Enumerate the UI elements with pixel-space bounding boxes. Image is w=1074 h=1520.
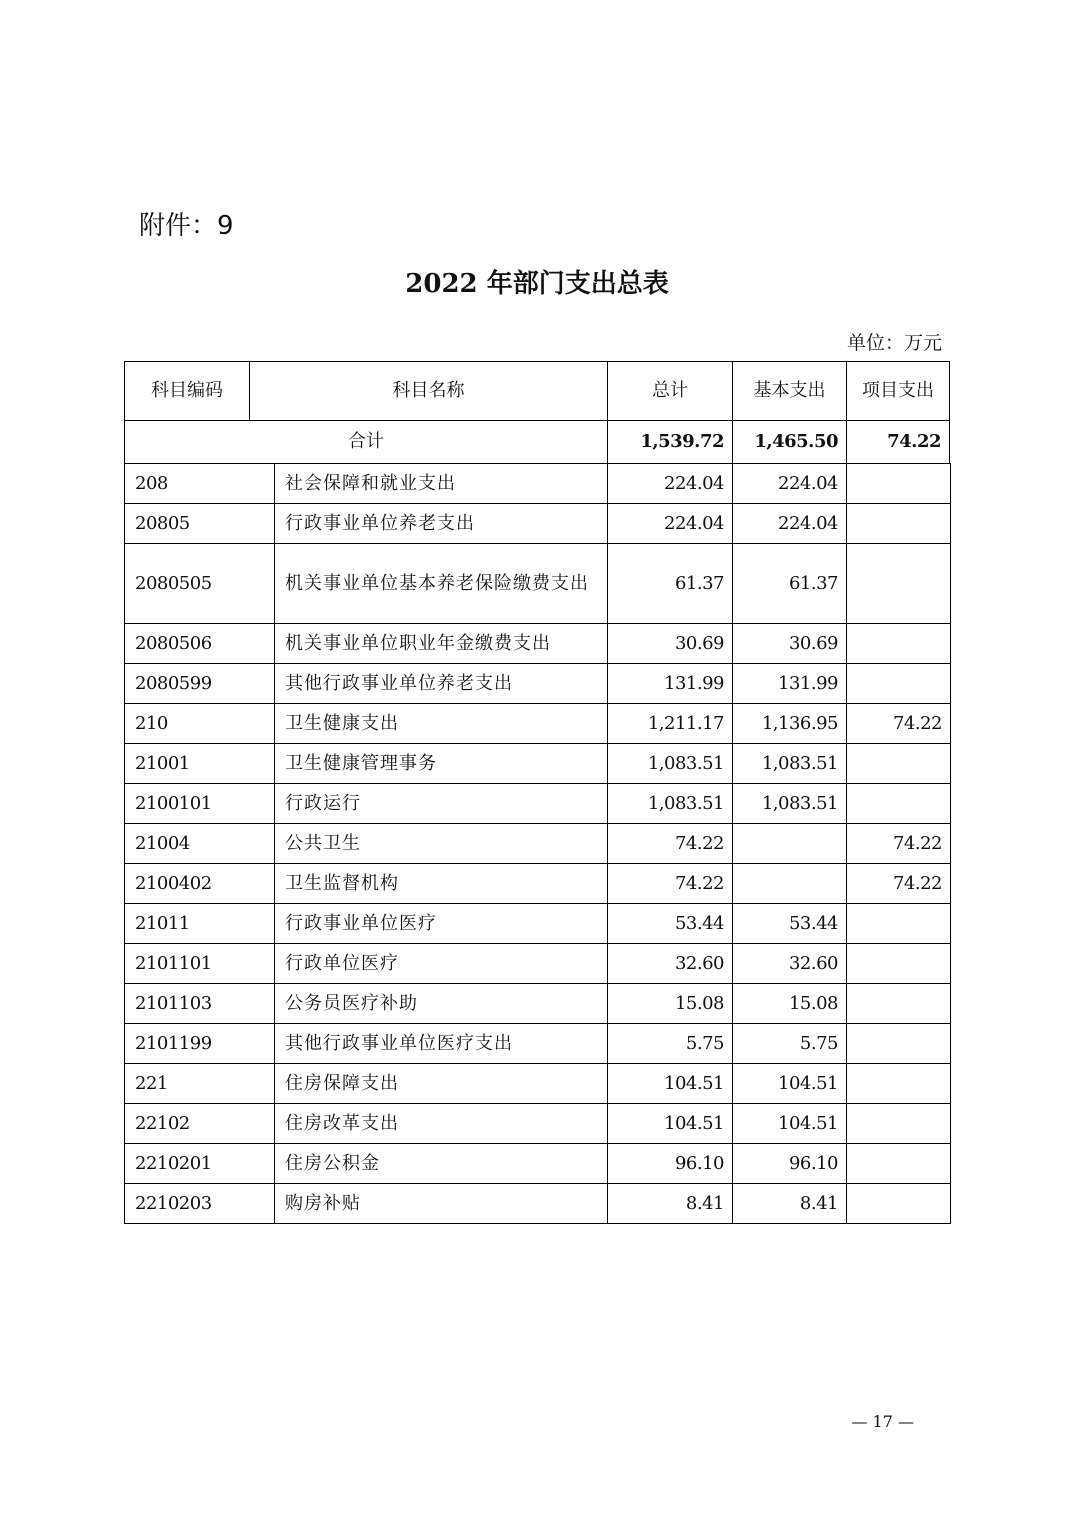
row-basic: 1,083.51 (733, 744, 847, 784)
row-total: 131.99 (608, 664, 733, 704)
row-name: 住房保障支出 (275, 1064, 608, 1104)
row-total: 15.08 (608, 984, 733, 1024)
row-project: 74.22 (847, 864, 951, 904)
row-name: 行政单位医疗 (275, 944, 608, 984)
total-sum: 1,539.72 (608, 421, 733, 463)
row-name: 卫生监督机构 (275, 864, 608, 904)
row-project (847, 1024, 951, 1064)
row-basic: 224.04 (733, 504, 847, 544)
table-row (125, 1184, 951, 1224)
row-basic: 32.60 (733, 944, 847, 984)
row-total: 104.51 (608, 1064, 733, 1104)
row-total: 104.51 (608, 1104, 733, 1144)
table-row (125, 544, 951, 624)
row-basic: 61.37 (733, 544, 847, 624)
row-project (847, 984, 951, 1024)
row-code: 21011 (125, 904, 275, 944)
table-row (125, 1064, 951, 1104)
table-row (125, 904, 951, 944)
row-total: 30.69 (608, 624, 733, 664)
row-basic: 8.41 (733, 1184, 847, 1224)
row-project (847, 784, 951, 824)
row-project (847, 464, 951, 504)
row-project (847, 1184, 951, 1224)
total-label: 合计 (125, 421, 608, 463)
row-basic: 1,136.95 (733, 704, 847, 744)
row-code: 2080505 (125, 544, 275, 624)
table-row (125, 824, 951, 864)
row-project (847, 664, 951, 704)
row-total: 32.60 (608, 944, 733, 984)
row-code: 20805 (125, 504, 275, 544)
row-code: 208 (125, 464, 275, 504)
row-project (847, 1144, 951, 1184)
row-basic: 5.75 (733, 1024, 847, 1064)
row-name: 社会保障和就业支出 (275, 464, 608, 504)
row-code: 2101199 (125, 1024, 275, 1064)
row-project (847, 744, 951, 784)
row-total: 224.04 (608, 504, 733, 544)
total-project: 74.22 (887, 431, 941, 452)
row-project (847, 1064, 951, 1104)
row-basic: 30.69 (733, 624, 847, 664)
row-total: 1,211.17 (608, 704, 733, 744)
header-name: 科目名称 (250, 362, 608, 420)
row-name: 行政运行 (275, 784, 608, 824)
row-total: 61.37 (608, 544, 733, 624)
row-project (847, 1104, 951, 1144)
row-name: 机关事业单位基本养老保险缴费支出 (275, 544, 608, 624)
table-row (125, 744, 951, 784)
total-basic: 1,465.50 (733, 421, 847, 463)
row-code: 21004 (125, 824, 275, 864)
row-name: 卫生健康管理事务 (275, 744, 608, 784)
row-code: 2210203 (125, 1184, 275, 1224)
row-total: 74.22 (608, 864, 733, 904)
row-project (847, 904, 951, 944)
row-name: 其他行政事业单位医疗支出 (275, 1024, 608, 1064)
table-row (125, 984, 951, 1024)
row-name: 住房公积金 (275, 1144, 608, 1184)
row-project: 74.22 (847, 704, 951, 744)
row-project (847, 944, 951, 984)
row-code: 2210201 (125, 1144, 275, 1184)
row-total: 5.75 (608, 1024, 733, 1064)
table-header (124, 361, 950, 420)
table-row (125, 504, 951, 544)
row-code: 2080599 (125, 664, 275, 704)
row-project (847, 544, 951, 624)
table-row (125, 704, 951, 744)
row-name: 机关事业单位职业年金缴费支出 (275, 624, 608, 664)
row-total: 8.41 (608, 1184, 733, 1224)
row-basic: 104.51 (733, 1104, 847, 1144)
row-basic: 96.10 (733, 1144, 847, 1184)
row-code: 21001 (125, 744, 275, 784)
row-name: 其他行政事业单位养老支出 (275, 664, 608, 704)
total-row (124, 420, 950, 463)
row-code: 2101101 (125, 944, 275, 984)
row-name: 购房补贴 (275, 1184, 608, 1224)
table-row (125, 784, 951, 824)
row-project: 74.22 (847, 824, 951, 864)
row-total: 224.04 (608, 464, 733, 504)
table-title: 2022 年部门支出总表 (405, 269, 669, 299)
table-row (125, 1024, 951, 1064)
row-code: 2080506 (125, 624, 275, 664)
table-row (125, 864, 951, 904)
table-row (125, 1144, 951, 1184)
row-basic: 1,083.51 (733, 784, 847, 824)
row-name: 行政事业单位养老支出 (275, 504, 608, 544)
row-basic: 224.04 (733, 464, 847, 504)
table-row (125, 944, 951, 984)
row-name: 公共卫生 (275, 824, 608, 864)
unit-label: 单位：万元 (846, 332, 942, 354)
row-basic (733, 824, 847, 864)
row-total: 1,083.51 (608, 784, 733, 824)
row-name: 住房改革支出 (275, 1104, 608, 1144)
row-project (847, 624, 951, 664)
row-basic: 104.51 (733, 1064, 847, 1104)
row-basic (733, 864, 847, 904)
row-total: 96.10 (608, 1144, 733, 1184)
row-code: 2101103 (125, 984, 275, 1024)
row-basic: 131.99 (733, 664, 847, 704)
header-code: 科目编码 (125, 362, 250, 420)
row-code: 210 (125, 704, 275, 744)
row-basic: 15.08 (733, 984, 847, 1024)
row-name: 卫生健康支出 (275, 704, 608, 744)
row-total: 74.22 (608, 824, 733, 864)
attachment-label: 附件：9 (139, 211, 234, 241)
table-row (125, 1104, 951, 1144)
row-basic: 53.44 (733, 904, 847, 944)
row-name: 行政事业单位医疗 (275, 904, 608, 944)
row-total: 1,083.51 (608, 744, 733, 784)
row-code: 2100101 (125, 784, 275, 824)
row-total: 53.44 (608, 904, 733, 944)
table-row (125, 664, 951, 704)
header-total: 总计 (608, 362, 733, 420)
table-row (125, 624, 951, 664)
row-project (847, 504, 951, 544)
header-project: 项目支出 (862, 380, 934, 401)
table-body (124, 463, 951, 1224)
table-row (125, 464, 951, 504)
row-name: 公务员医疗补助 (275, 984, 608, 1024)
row-code: 2100402 (125, 864, 275, 904)
expenditure-table (124, 361, 950, 1224)
header-basic: 基本支出 (733, 362, 847, 420)
row-code: 221 (125, 1064, 275, 1104)
page-number-text: — 17 — (851, 1412, 914, 1431)
row-code: 22102 (125, 1104, 275, 1144)
